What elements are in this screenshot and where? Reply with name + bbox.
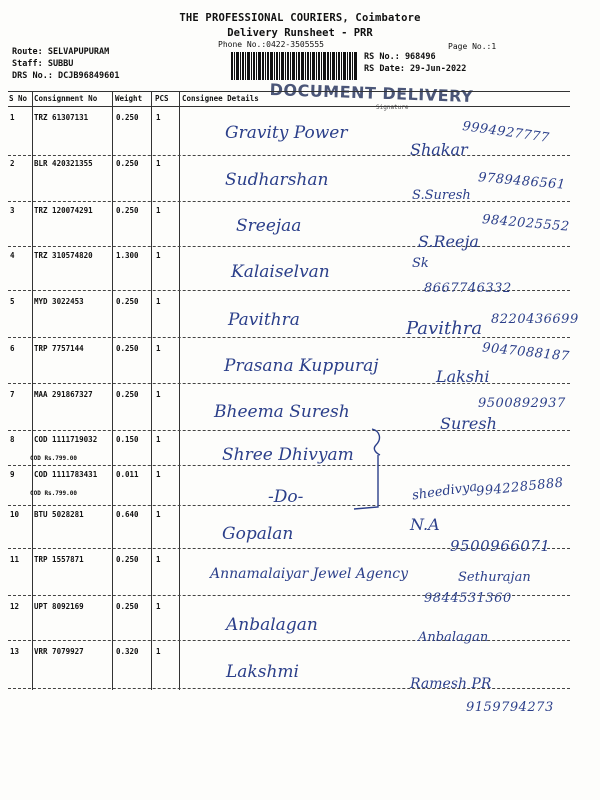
col-pcs: PCS bbox=[155, 94, 169, 103]
signature: sheedivya bbox=[411, 479, 479, 504]
row-weight: 0.250 bbox=[116, 297, 139, 306]
signature: Pavithra bbox=[406, 318, 483, 339]
row-pcs: 1 bbox=[156, 435, 161, 444]
phone-written: 9942285888 bbox=[475, 475, 565, 500]
row-consignment: TRZ 310574820 bbox=[34, 251, 93, 260]
grid-line bbox=[179, 92, 180, 690]
row-weight: 0.250 bbox=[116, 159, 139, 168]
row-weight: 0.250 bbox=[116, 344, 139, 353]
col-sno: S No bbox=[9, 94, 28, 103]
grid-line bbox=[8, 91, 570, 92]
row-sno: 9 bbox=[10, 470, 15, 479]
rs-date: RS Date: 29-Jun-2022 bbox=[364, 64, 467, 74]
row-pcs: 1 bbox=[156, 602, 161, 611]
consignee-name: Kalaiselvan bbox=[231, 262, 330, 282]
signature: N.A bbox=[410, 515, 440, 534]
row-sno: 10 bbox=[10, 510, 20, 519]
bracket-mark bbox=[350, 425, 390, 515]
row-weight: 0.250 bbox=[116, 555, 139, 564]
row-sno: 2 bbox=[10, 159, 15, 168]
signature: S.Reeja bbox=[418, 232, 479, 251]
signature: Suresh bbox=[440, 414, 497, 433]
phone-written: 9500892937 bbox=[478, 396, 566, 411]
row-sno: 6 bbox=[10, 344, 15, 353]
row-weight: 0.011 bbox=[116, 470, 139, 479]
row-weight: 0.250 bbox=[116, 390, 139, 399]
row-pcs: 1 bbox=[156, 297, 161, 306]
row-pcs: 1 bbox=[156, 470, 161, 479]
consignee-name: Shree Dhivyam bbox=[222, 445, 354, 465]
staff-label: Staff: SUBBU bbox=[12, 59, 74, 69]
row-consignment: TRZ 61307131 bbox=[34, 113, 89, 122]
phone-written: 9994927777 bbox=[461, 118, 551, 147]
grid-line bbox=[151, 92, 152, 690]
row-consignment: COD 1111783431 bbox=[34, 470, 98, 479]
row-divider bbox=[8, 201, 570, 202]
row-sno: 3 bbox=[10, 206, 15, 215]
col-signature: Signature bbox=[376, 104, 409, 111]
consignee-name: Annamalaiyar Jewel Agency bbox=[210, 566, 409, 582]
row-divider bbox=[8, 465, 570, 466]
row-sno: 1 bbox=[10, 113, 15, 122]
phone-written: 9500966071 bbox=[450, 537, 551, 555]
signature: Ramesh PR bbox=[410, 676, 492, 692]
row-sno: 8 bbox=[10, 435, 15, 444]
row-consignment: TRP 7757144 bbox=[34, 344, 84, 353]
consignee-name: Bheema Suresh bbox=[214, 402, 350, 422]
consignee-name: Prasana Kuppuraj bbox=[224, 356, 379, 376]
row-sno: 5 bbox=[10, 297, 15, 306]
signature: Shakar bbox=[410, 140, 468, 159]
row-pcs: 1 bbox=[156, 113, 161, 122]
row-consignment: BLR 420321355 bbox=[34, 159, 93, 168]
consignee-name: Gravity Power bbox=[225, 123, 348, 143]
row-pcs: 1 bbox=[156, 390, 161, 399]
row-sno: 4 bbox=[10, 251, 15, 260]
drs-number: DRS No.: DCJB96849601 bbox=[12, 71, 120, 81]
phone-written: 9842025552 bbox=[481, 212, 571, 235]
signature: Sk bbox=[412, 256, 429, 271]
row-pcs: 1 bbox=[156, 159, 161, 168]
runsheet-title: THE PROFESSIONAL COURIERS, Coimbatore bbox=[179, 12, 421, 24]
row-pcs: 1 bbox=[156, 555, 161, 564]
grid-line bbox=[32, 92, 33, 690]
phone-written: 9789486561 bbox=[477, 170, 567, 193]
phone-written: 8667746332 bbox=[424, 281, 512, 296]
row-pcs: 1 bbox=[156, 510, 161, 519]
row-weight: 1.300 bbox=[116, 251, 139, 260]
phone-number: Phone No.:0422-3505555 bbox=[218, 40, 324, 49]
row-weight: 0.320 bbox=[116, 647, 139, 656]
consignee-name: Anbalagan bbox=[226, 615, 318, 635]
phone-written: 9844531360 bbox=[424, 591, 512, 606]
page-number: Page No.:1 bbox=[448, 42, 497, 51]
row-consignment: MAA 291867327 bbox=[34, 390, 93, 399]
phone-written: 8220436699 bbox=[491, 312, 579, 327]
signature: S.Suresh bbox=[412, 188, 471, 203]
consignee-name: Lakshmi bbox=[226, 662, 299, 682]
cod-amount: COD Rs.799.00 bbox=[30, 490, 77, 497]
row-weight: 0.640 bbox=[116, 510, 139, 519]
consignee-name: -Do- bbox=[268, 487, 304, 507]
row-divider bbox=[8, 246, 570, 247]
row-consignment: TRP 1557871 bbox=[34, 555, 84, 564]
signature: Lakshi bbox=[436, 367, 490, 386]
signature: Sethurajan bbox=[458, 570, 531, 585]
phone-written: 9159794273 bbox=[466, 700, 554, 715]
col-consignment: Consignment No bbox=[34, 94, 98, 103]
signature: Anbalagan bbox=[418, 630, 489, 645]
row-consignment: VRR 7079927 bbox=[34, 647, 84, 656]
document-delivery-stamp: DOCUMENT DELIVERY bbox=[269, 80, 474, 107]
row-pcs: 1 bbox=[156, 251, 161, 260]
row-consignment: MYD 3022453 bbox=[34, 297, 84, 306]
row-sno: 7 bbox=[10, 390, 15, 399]
row-sno: 11 bbox=[10, 555, 20, 564]
row-consignment: BTU 5028281 bbox=[34, 510, 84, 519]
row-divider bbox=[8, 155, 570, 156]
consignee-name: Sreejaa bbox=[236, 216, 302, 236]
row-pcs: 1 bbox=[156, 344, 161, 353]
grid-line bbox=[8, 106, 570, 107]
row-consignment: COD 1111719032 bbox=[34, 435, 98, 444]
row-weight: 0.250 bbox=[116, 113, 139, 122]
row-divider bbox=[8, 337, 570, 338]
row-weight: 0.150 bbox=[116, 435, 139, 444]
col-details: Consignee Details bbox=[182, 94, 259, 103]
consignee-name: Pavithra bbox=[228, 310, 300, 330]
row-consignment: UPT 8092169 bbox=[34, 602, 84, 611]
row-weight: 0.250 bbox=[116, 602, 139, 611]
route-label: Route: SELVAPUPURAM bbox=[12, 47, 110, 57]
consignee-name: Gopalan bbox=[222, 524, 294, 544]
col-weight: Weight bbox=[115, 94, 143, 103]
row-weight: 0.250 bbox=[116, 206, 139, 215]
consignee-name: Sudharshan bbox=[225, 170, 329, 190]
row-pcs: 1 bbox=[156, 647, 161, 656]
cod-amount: COD Rs.799.00 bbox=[30, 455, 77, 462]
rs-number: RS No.: 968496 bbox=[364, 52, 436, 62]
barcode-image bbox=[231, 52, 357, 80]
row-sno: 12 bbox=[10, 602, 20, 611]
row-sno: 13 bbox=[10, 647, 20, 656]
grid-line bbox=[112, 92, 113, 690]
phone-written: 9047088187 bbox=[481, 340, 571, 365]
row-pcs: 1 bbox=[156, 206, 161, 215]
runsheet-subtitle: Delivery Runsheet - PRR bbox=[227, 27, 373, 39]
row-consignment: TRZ 120074291 bbox=[34, 206, 93, 215]
